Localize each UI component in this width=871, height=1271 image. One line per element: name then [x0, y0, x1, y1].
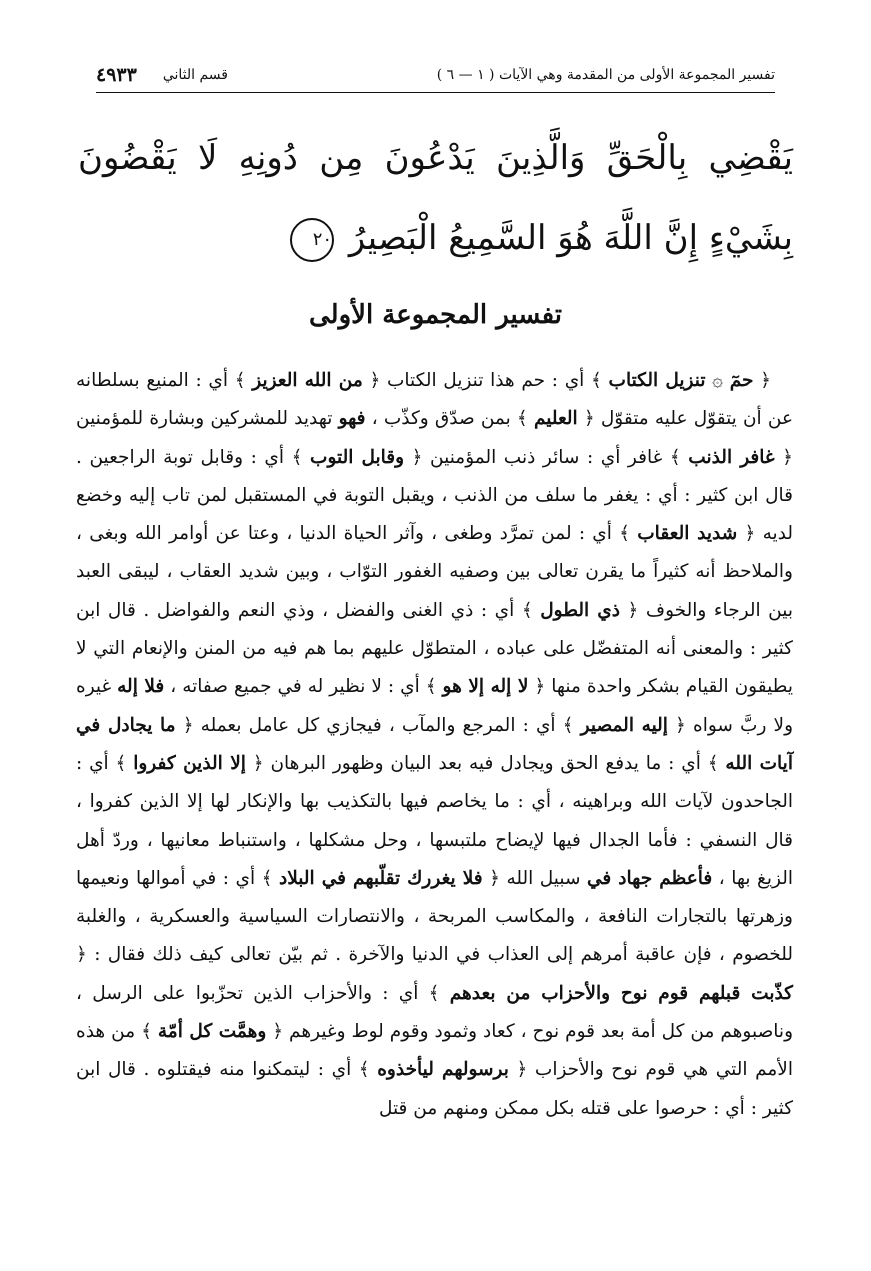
- quoted-verse-phrase: ذي الطول: [540, 599, 620, 621]
- section-title: تفسير المجموعة الأولى: [309, 300, 562, 330]
- ayah-number-marker: ٢٠: [290, 218, 334, 262]
- quoted-verse-phrase: غافر الذنب: [688, 446, 775, 468]
- commentary-text: تهديد للمشركين وبشارة للمؤمنين ﴿: [76, 408, 793, 468]
- quoted-verse-phrase: فهو: [338, 408, 366, 430]
- header-section: قسم الثاني: [162, 67, 228, 83]
- quoted-verse-phrase: كذّبت قبلهم قوم نوح والأحزاب من بعدهم: [449, 982, 793, 1004]
- quoted-verse-phrase: من الله العزيز: [252, 370, 363, 391]
- quoted-verse-phrase: وهمَّت كل أمّة: [157, 1021, 267, 1043]
- quoted-verse-phrase: فلا يغررك تقلّبهم في البلاد: [279, 867, 483, 889]
- commentary-text: ﴾ أي : لمن تمرَّد وطغى ، وآثر الحياة الدنيا ، وعتا عن أوامر الله وبغى ، والملاحظ أنه كثيراً ما يقرن تعالى بين وصفيه الغفور التوّاب ، وبين شديد العقاب ، ليبقى العبد بين الرجاء والخوف ﴿: [76, 523, 793, 621]
- quoted-verse-phrase: حمٓ: [729, 370, 754, 391]
- commentary-text: ﴾ أي : ليتمكنوا منه فيقتلوه . قال ابن كثير : أي : حرصوا على قتله بكل ممكن ومنهم من قتل: [76, 1059, 793, 1119]
- commentary-text: ﴿: [753, 370, 771, 391]
- commentary-text: ﴾ أي : ما يدفع الحق ويجادل فيه بعد البيان وظهور البرهان ﴿: [245, 752, 726, 774]
- commentary-text: ﴾ أي : والأحزاب الذين تحزّبوا على الرسل ، وناصبوهم من كل أمة بعد قوم نوح ، كعاد وثمود وقوم لوط وغيرهم ﴿: [76, 982, 793, 1043]
- quoted-verse-phrase: ما يجادل في آيات الله: [76, 714, 793, 774]
- header-meta: [96, 64, 228, 86]
- quoted-verse-phrase: وقابل التوب: [310, 446, 405, 468]
- commentary-text: ۞: [705, 370, 730, 391]
- quoted-verse-phrase: شديد العقاب: [637, 523, 738, 545]
- commentary-text: ﴾ أي : لا نظير له في جميع صفاته ،: [164, 676, 443, 698]
- commentary-body: [76, 362, 793, 1128]
- commentary-text: غيره ولا ربَّ سواه ﴿: [76, 676, 793, 736]
- commentary-text: ﴾ أي : الجاحدون لآيات الله وبراهينه ، أي : ما يخاصم فيها بالتكذيب بها والإنكار لها إلا الذين كفروا ، قال النسفي : فأما الجدال فيها لإيضاح ملتبسها ، وحل مشكلها ، واستنباط معانيها ، وردّ أهل الزيغ بها ،: [76, 752, 794, 889]
- commentary-text: ﴾ أي : المرجع والمآب ، فيجازي كل عامل بعمله ﴿: [175, 714, 581, 736]
- quoted-verse-phrase: تنزيل الكتاب: [608, 370, 706, 391]
- quoted-verse-phrase: لا إله إلا هو: [442, 676, 529, 698]
- quoted-verse-phrase: برسولهم ليأخذوه: [377, 1059, 509, 1081]
- commentary-text: ﴾ أي : في أموالها ونعيمها وزهرتها بالتجارات النافعة ، والمكاسب المربحة ، والانتصارات السياسية والعسكرية ، والغلبة للخصوم ، فإن عاقبة أمرهم إلى العذاب في الدنيا والآخرة . ثم بيّن تعالى كيف ذلك فقال : ﴿: [76, 867, 793, 966]
- commentary-text: ﴾ أي : حم هذا تنزيل الكتاب ﴿: [362, 370, 609, 391]
- commentary-text: ﴾ غافر أي : سائر ذنب المؤمنين ﴿: [404, 446, 689, 468]
- commentary-text: ﴾ أي : المنيع بسلطانه عن أن يتقوّل عليه متقوّل ﴿: [76, 370, 793, 430]
- commentary-text: ﴾ أي : وقابل توبة الراجعين . قال ابن كثير : أي : يغفر ما سلف من الذنب ، ويقبل التوبة في المستقبل لمن تاب إليه وخضع لديه ﴿: [76, 446, 794, 545]
- quoted-verse-phrase: العليم: [533, 408, 578, 430]
- quran-verse: [78, 118, 793, 278]
- quoted-verse-phrase: إلا الذين كفروا: [133, 752, 246, 774]
- quoted-verse-phrase: إليه المصير: [580, 714, 668, 736]
- running-header: [96, 58, 775, 93]
- commentary-text: ﴾ من هذه الأمم التي هي قوم نوح والأحزاب ﴿: [76, 1021, 793, 1081]
- header-title: تفسير المجموعة الأولى من المقدمة وهي الآيات ( ١ — ٦ ): [436, 67, 775, 83]
- commentary-text: ﴾ أي : ذي الغنى والفضل ، وذي النعم والفواضل . قال ابن كثير : والمعنى أنه المتفضّل على عباده ، المتطوّل عليهم بما هم فيه من المنن والإنعام التي لا يطيقون القيام بشكر واحدة منها ﴿: [76, 599, 793, 698]
- quoted-verse-phrase: فأعظم جهاد في: [586, 867, 713, 889]
- quoted-verse-phrase: فلا إله: [117, 676, 165, 698]
- commentary-text: ﴾ بمن صدّق وكذّب ،: [365, 408, 534, 430]
- verse-text: يَقْضِي بِالْحَقِّ وَالَّذِينَ يَدْعُونَ مِن دُونِهِ لَا يَقْضُونَ بِشَيْءٍ إِنَّ اللَّهَ هُوَ السَّمِيعُ الْبَصِيرُ: [78, 138, 793, 258]
- page-number: ٤٩٣٣: [96, 64, 137, 86]
- commentary-text: سبيل الله ﴿: [482, 867, 587, 889]
